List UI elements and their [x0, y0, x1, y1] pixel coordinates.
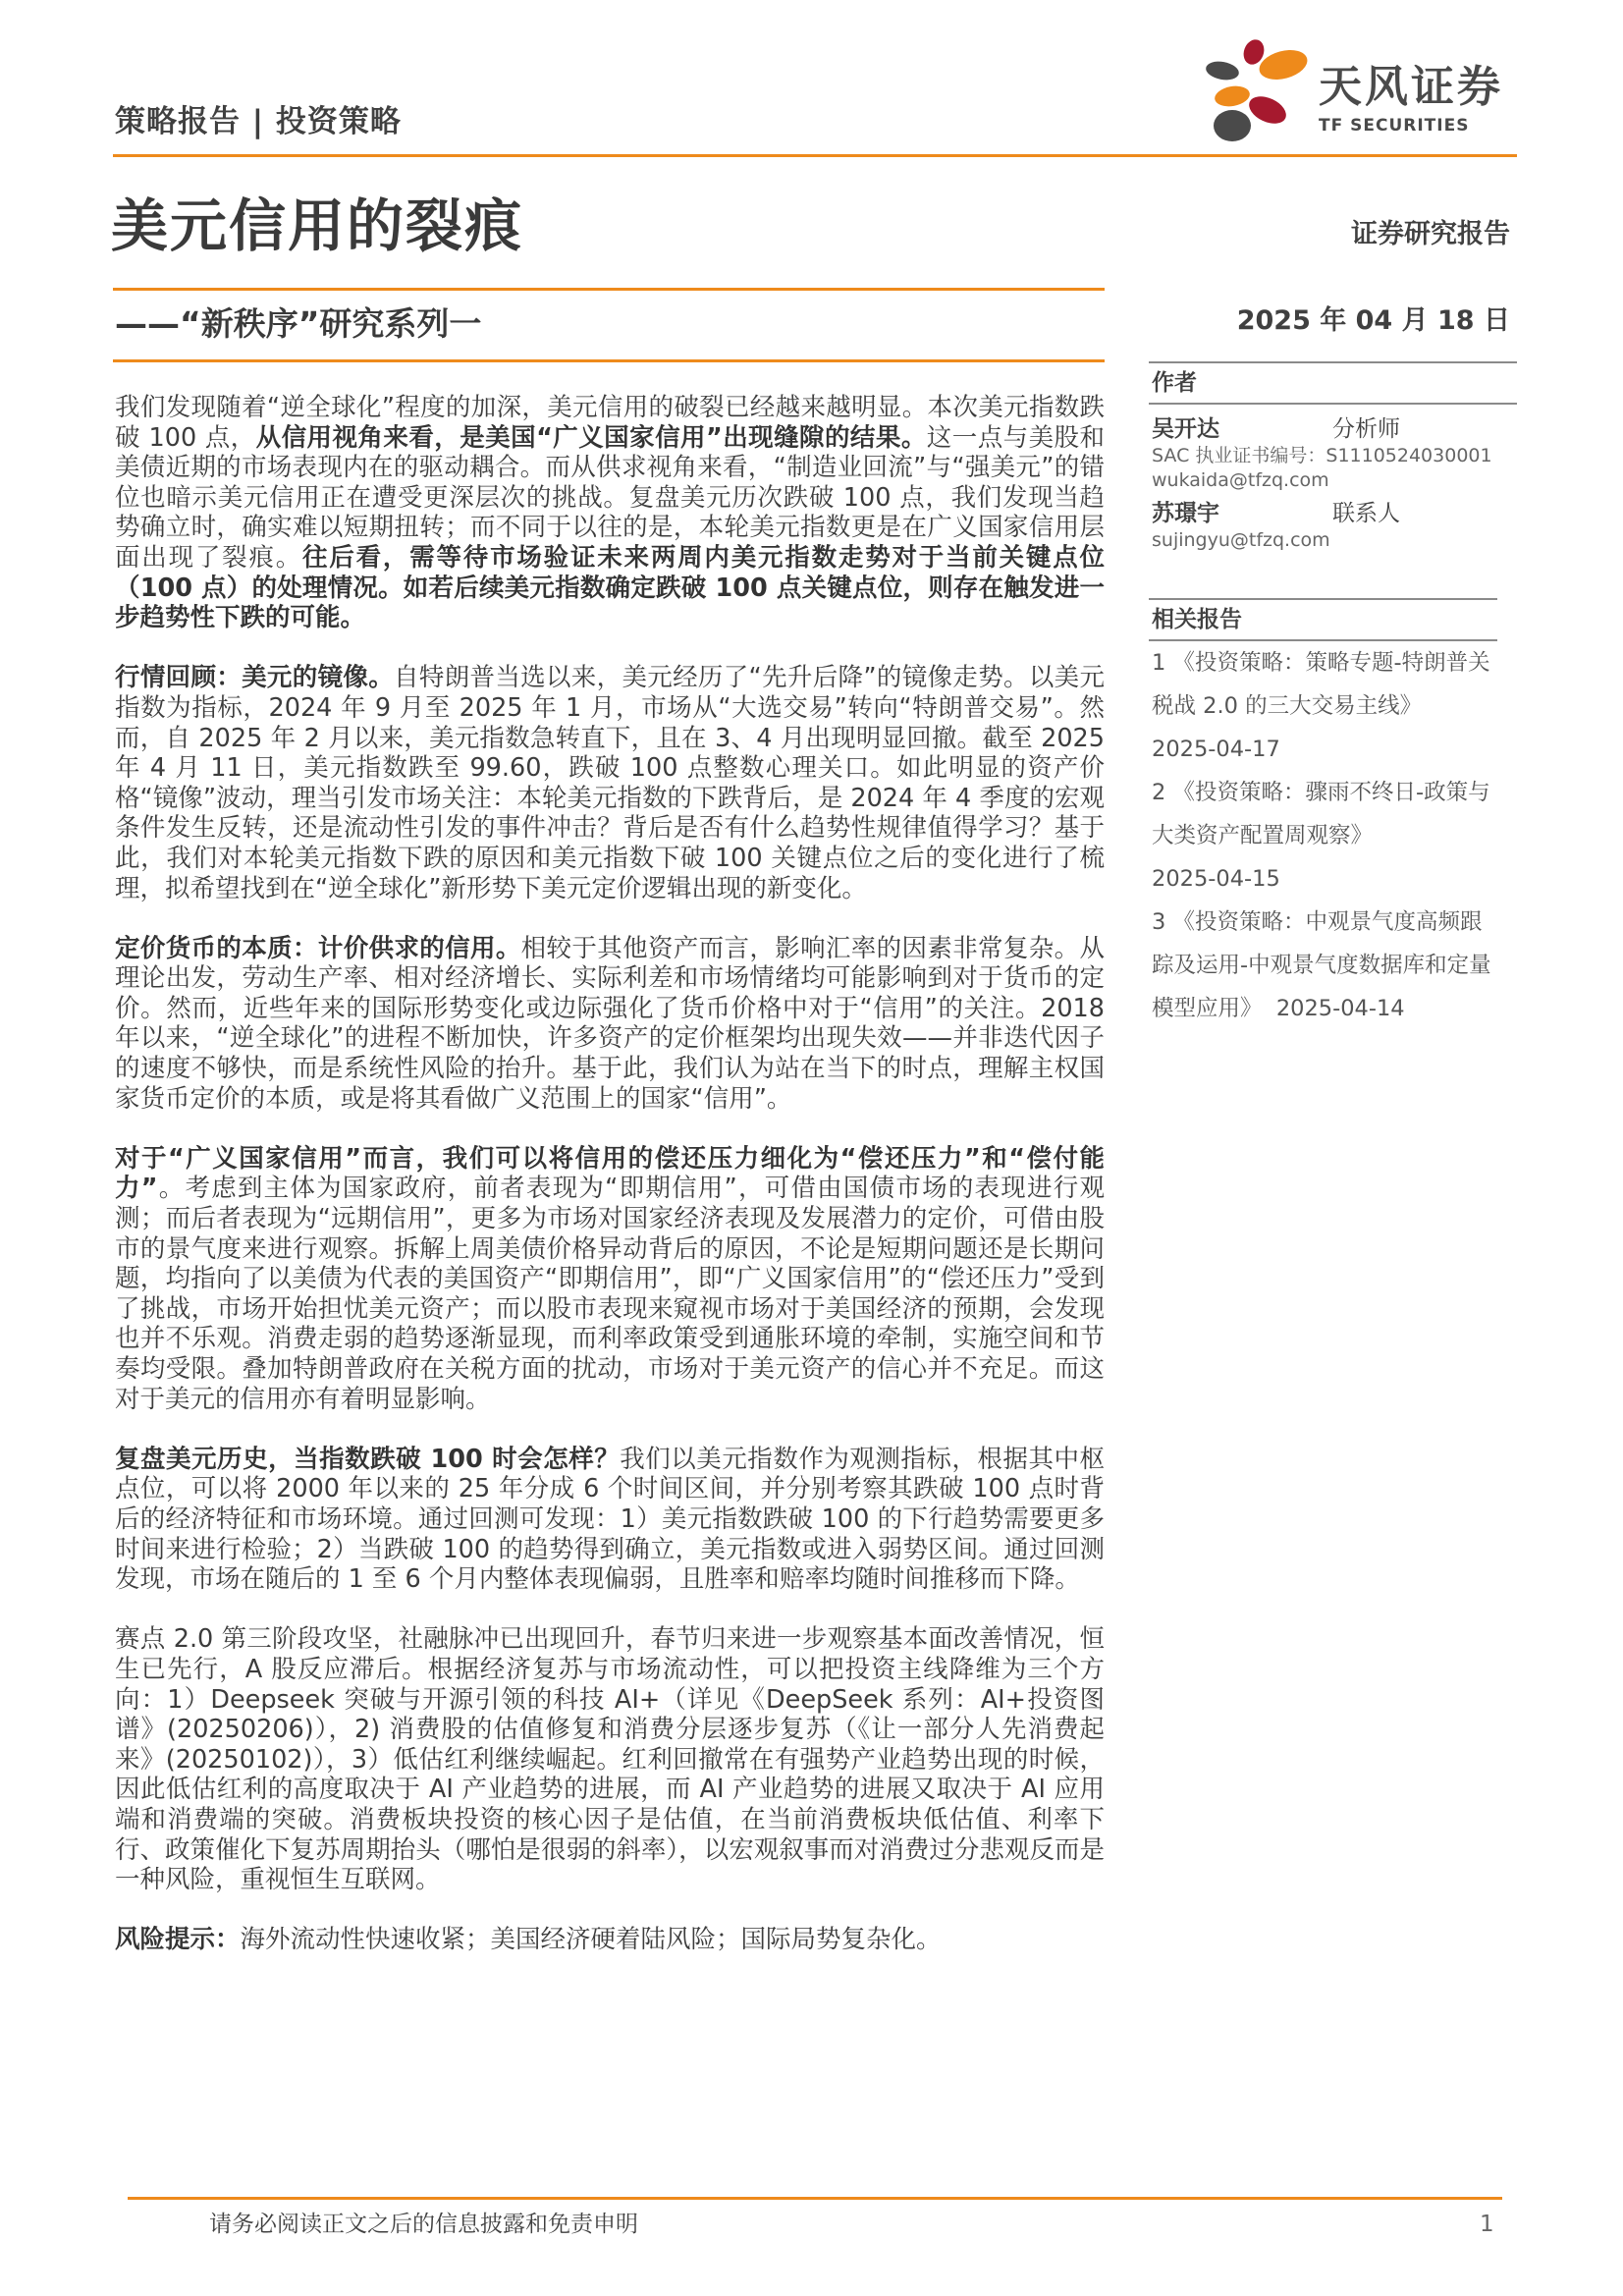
related-report-item[interactable]	[1152, 901, 1500, 1030]
footer-divider	[128, 2197, 1502, 2200]
related-report-title[interactable]: 3 《投资策略：中观景气度高频跟踪及运用-中观景气度数据库和定量模型应用》	[1152, 909, 1491, 1021]
bold-text: 往后看，需等待市场验证未来两周内美元指数走势对于当前关键点位（100 点）的处理情况。如若后续美元指数确定跌破 100 点关键点位，则存在触发进一步趋势性下跌的可能。	[115, 542, 1105, 633]
related-heading: 相关报告	[1152, 607, 1242, 632]
author-role: 联系人	[1332, 501, 1400, 526]
author-name: 吴开达	[1152, 416, 1219, 442]
body-paragraph	[115, 1144, 1105, 1414]
bold-text: 从信用视角来看，是美国“广义国家信用”出现缝隙的结果。	[255, 422, 927, 453]
report-title: 美元信用的裂痕	[111, 192, 524, 259]
related-report-item[interactable]	[1152, 771, 1500, 901]
related-report-date: 2025-04-17	[1152, 737, 1280, 762]
authors-heading: 作者	[1152, 370, 1197, 396]
author-name: 苏璟宇	[1152, 501, 1219, 526]
body-paragraph	[115, 1925, 1105, 1955]
tf-logo-icon	[1203, 37, 1313, 145]
body-text: 。考虑到主体为国家政府，前者表现为“即期信用”，可借由国债市场的表现进行观测；而后者表现为“远期信用”，更多为市场对国家经济表现及发展潜力的定价，可借由股市的景气度来进行观察。拆解上周美债价格异动背后的原因，不论是短期问题还是长期问题，均指向了以美债为代表的美国资产“即期信用”，即“广义国家信用”的“偿还压力”受到了挑战，市场开始担忧美元资产；而以股市表现来窥视市场对于美国经济的预期，会发现也并不乐观。消费走弱的趋势逐渐显现，而利率政策受到通胀环境的牵制，实施空间和节奏均受限。叠加特朗普政府在关税方面的扰动，市场对于美元资产的信心并不充足。而这对于美元的信用亦有着明显影响。	[115, 1174, 1105, 1414]
related-report-date: 2025-04-14	[1275, 996, 1405, 1021]
report-category: 策略报告 | 投资策略	[115, 104, 402, 139]
author-email[interactable]: sujingyu@tfzq.com	[1152, 529, 1330, 551]
report-type: 证券研究报告	[1351, 219, 1510, 249]
page-footer	[0, 2197, 1623, 2256]
body-paragraph	[115, 1445, 1105, 1595]
footer-disclaimer: 请务必阅读正文之后的信息披露和免责申明	[209, 2212, 638, 2237]
related-report-title[interactable]: 2 《投资策略：骤雨不终日-政策与大类资产配置周观察》	[1152, 780, 1490, 848]
body-text: 这一点与美股和美债近期的市场表现内在的驱动耦合。而从供求视角来看，“制造业回流”与“强美元”的错位也暗示美元信用正在遭受更深层次的挑战。复盘美元历次跌破 100 点，我们发现当趋势确立时，确实难以短期扭转；而不同于以往的是，本轮美元指数更是在广义国家信用层面出现了裂痕。	[115, 422, 1105, 573]
bold-text: 行情回顾：美元的镜像。	[115, 663, 395, 693]
related-report-date: 2025-04-15	[1152, 866, 1280, 892]
body-text: 海外流动性快速收紧；美国经济硬着陆风险；国际局势复杂化。	[240, 1925, 942, 1955]
header-divider	[113, 154, 1517, 157]
bold-text: 复盘美元历史，当指数跌破 100 时会怎样？	[115, 1444, 621, 1474]
author-email[interactable]: wukaida@tfzq.com	[1152, 469, 1329, 491]
logo-name-en: TF SECURITIES	[1319, 116, 1470, 136]
body-paragraph	[115, 393, 1105, 633]
bold-text: 定价货币的本质：计价供求的信用。	[115, 933, 521, 963]
report-date: 2025 年 04 月 18 日	[1236, 305, 1510, 336]
body-paragraph	[115, 934, 1105, 1115]
subtitle-divider	[113, 359, 1105, 362]
body-text: 我们以美元指数作为观测指标，根据其中枢点位，可以将 2000 年以来的 25 年分成 6 个时间区间，并分别考察其跌破 100 点时背后的经济特征和市场环境。通过回测可发现：1）美元指数跌破 100 的下行趋势需要更多时间来进行检验；2）当跌破 100 的趋势得到确立，美元指数或进入弱势区间。通过回测发现，市场在随后的 1 至 6 个月内整体表现偏弱，且胜率和赔率均随时间推移而下降。	[115, 1444, 1105, 1595]
body-paragraph	[115, 663, 1105, 903]
related-report-item[interactable]	[1152, 641, 1500, 771]
body-text: 相较于其他资产而言，影响汇率的因素非常复杂。从理论出发，劳动生产率、相对经济增长、实际利差和市场情绪均可能影响到对于货币的定价。然而，近些年来的国际形势变化或边际强化了货币价格中对于“信用”的关注。2018 年以来，“逆全球化”的进程不断加快，许多资产的定价框架均出现失效——并非迭代因子的速度不够快，而是系统性风险的抬升。基于此，我们认为站在当下的时点，理解主权国家货币定价的本质，或是将其看做广义范围上的国家“信用”。	[115, 933, 1105, 1114]
author-cert: SAC 执业证书编号：S1110524030001	[1152, 445, 1492, 466]
body-text: 自特朗普当选以来，美元经历了“先升后降”的镜像走势。以美元指数为指标，2024 年 9 月至 2025 年 1 月，市场从“大选交易”转向“特朗普交易”。然而，自 2025 年 2 月以来，美元指数急转直下，且在 3、4 月出现明显回撤。截至 2025 年 4 月 11 日，美元指数跌至 99.60，跌破 100 点整数心理关口。如此明显的资产价格“镜像”波动，理当引发市场关注：本轮美元指数的下跌背后，是 2024 年 4 季度的宏观条件发生反转，还是流动性引发的事件冲击？背后是否有什么趋势性规律值得学习？基于此，我们对本轮美元指数下跌的原因和美元指数下破 100 关键点位之后的变化进行了梳理，拟希望找到在“逆全球化”新形势下美元定价逻辑出现的新变化。	[115, 663, 1105, 903]
logo-name-cn: 天风证券	[1319, 62, 1503, 112]
report-subtitle: ——“新秩序”研究系列一	[115, 304, 482, 343]
sidebar	[1149, 361, 1517, 1030]
report-summary	[115, 393, 1105, 1985]
bold-text: 风险提示：	[115, 1925, 241, 1955]
bold-text: 对于“广义国家信用”而言，我们可以将信用的偿还压力细化为“偿还压力”和“偿付能力”	[115, 1143, 1105, 1204]
title-divider	[113, 288, 1105, 291]
author-1	[1149, 414, 1517, 493]
body-text: 赛点 2.0 第三阶段攻坚，社融脉冲已出现回升，春节归来进一步观察基本面改善情况，恒生已先行，A 股反应滞后。根据经济复苏与市场流动性，可以把投资主线降维为三个方向：1）Deepseek 突破与开源引领的科技 AI+（详见《DeepSeek 系列：AI+投资图谱》(20250206)），2) 消费股的估值修复和消费分层逐步复苏（《让一部分人先消费起来》(20250102)），3）低估红利继续崛起。红利回撤常在有强势产业趋势出现的时候，因此低估红利的高度取决于 AI 产业趋势的进展，而 AI 产业趋势的进展又取决于 AI 应用端和消费端的突破。消费板块投资的核心因子是估值，在当前消费板块低估值、利率下行、政策催化下复苏周期抬头（哪怕是很弱的斜率），以宏观叙事而对消费过分悲观反而是一种风险，重视恒生互联网。	[115, 1624, 1105, 1895]
body-paragraph	[115, 1624, 1105, 1894]
author-role: 分析师	[1332, 416, 1400, 442]
body-text: 我们发现随着“逆全球化”程度的加深，美元信用的破裂已经越来越明显。本次美元指数跌破 100 点，	[115, 393, 1105, 453]
related-reports-list	[1149, 641, 1503, 1030]
page-number: 1	[1480, 2212, 1494, 2237]
related-report-title[interactable]: 1 《投资策略：策略专题-特朗普关税战 2.0 的三大交易主线》	[1152, 650, 1490, 719]
author-2	[1149, 499, 1517, 553]
